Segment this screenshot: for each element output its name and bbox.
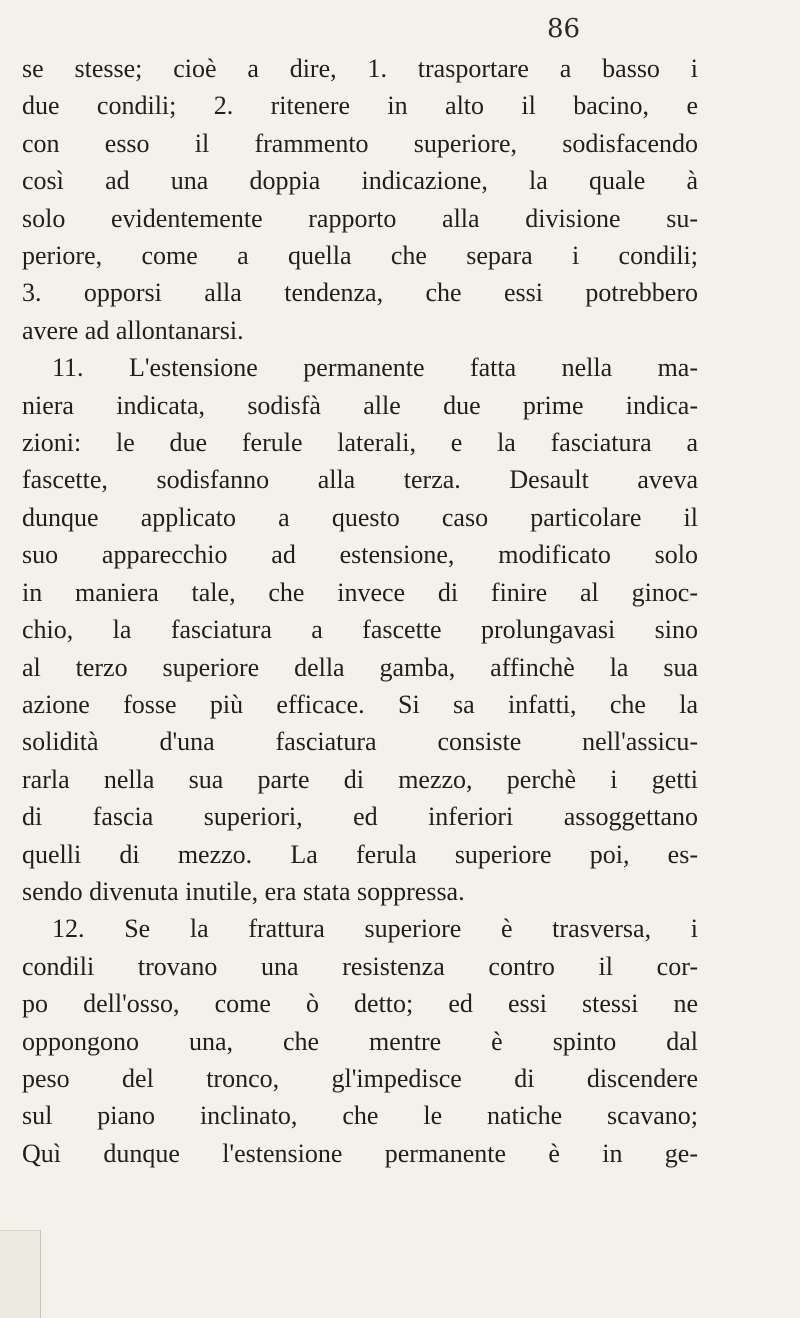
text-line: se stesse; cioè a dire, 1. trasportare a basso i bbox=[22, 54, 698, 83]
text-line: sul piano inclinato, che le natiche scavano; bbox=[22, 1101, 698, 1131]
text-line: 11. L'estensione permanente fatta nella ma- bbox=[52, 353, 698, 383]
text-line: al terzo superiore della gamba, affinchè la sua bbox=[22, 652, 698, 682]
text-line: Quì dunque l'estensione permanente è in ge- bbox=[22, 1138, 698, 1168]
text-line: periore, come a quella che separa i condili; bbox=[22, 241, 698, 271]
text-line: con esso il frammento superiore, sodisfacendo bbox=[22, 128, 698, 158]
text-line: azione fosse più efficace. Si sa infatti, che la bbox=[22, 689, 698, 719]
text-line: 12. Se la frattura superiore è trasversa, i bbox=[52, 914, 698, 944]
text-line: di fascia superiori, ed inferiori assoggettano bbox=[22, 802, 698, 832]
text-line: rarla nella sua parte di mezzo, perchè i getti bbox=[22, 764, 698, 794]
text-line: suo apparecchio ad estensione, modificato solo bbox=[22, 540, 698, 570]
text-line: oppongono una, che mentre è spinto dal bbox=[22, 1026, 698, 1056]
text-line: solo evidentemente rapporto alla divisione su- bbox=[22, 203, 698, 233]
text-line: quelli di mezzo. La ferula superiore poi, es- bbox=[22, 839, 698, 869]
text-line: chio, la fasciatura a fascette prolungavasi sino bbox=[22, 615, 698, 645]
text-line: niera indicata, sodisfà alle due prime indica- bbox=[22, 390, 698, 420]
body-text bbox=[22, 50, 698, 1172]
text-line: peso del tronco, gl'impedisce di discendere bbox=[22, 1063, 698, 1093]
text-line: condili trovano una resistenza contro il cor- bbox=[22, 951, 698, 981]
text-line: po dell'osso, come ò detto; ed essi stessi ne bbox=[22, 989, 698, 1019]
text-line: zioni: le due ferule laterali, e la fasciatura a bbox=[22, 428, 698, 458]
text-line: così ad una doppia indicazione, la quale à bbox=[22, 166, 698, 196]
text-line: due condili; 2. ritenere in alto il bacino, e bbox=[22, 91, 698, 121]
text-line: fascette, sodisfanno alla terza. Desault aveva bbox=[22, 465, 698, 495]
page-number: 86 bbox=[547, 14, 581, 44]
text-line: in maniera tale, che invece di finire al ginoc- bbox=[22, 577, 698, 607]
text-line: avere ad allontanarsi. bbox=[22, 315, 244, 345]
text-line: dunque applicato a questo caso particolare il bbox=[22, 502, 698, 532]
text-line: 3. opporsi alla tendenza, che essi potrebbero bbox=[22, 278, 698, 308]
page-corner-mark bbox=[0, 1230, 41, 1318]
text-line: solidità d'una fasciatura consiste nell'assicu- bbox=[22, 727, 698, 757]
text-line: sendo divenuta inutile, era stata soppressa. bbox=[22, 876, 465, 906]
